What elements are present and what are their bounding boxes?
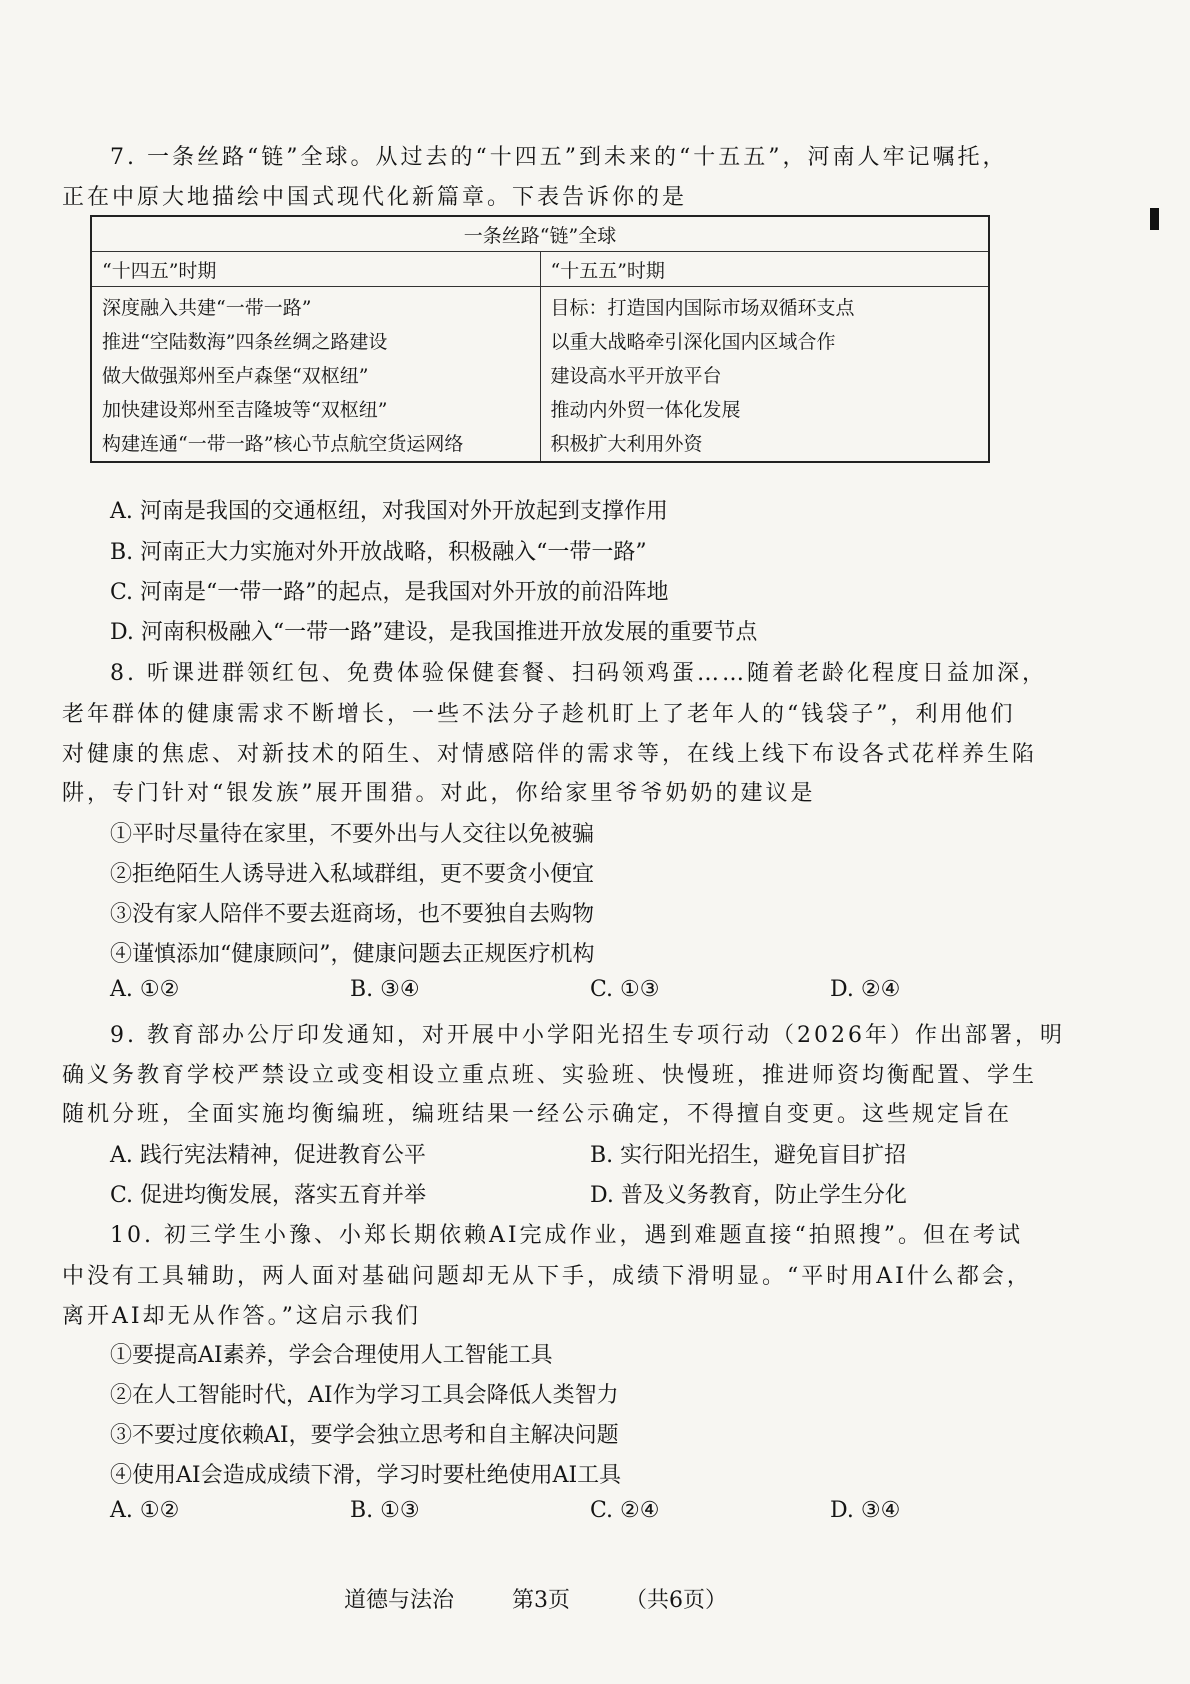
q8-item: ③没有家人陪伴不要去逛商场，也不要独自去购物: [110, 902, 595, 927]
table-cell: 目标：打造国内国际市场双循环支点: [550, 297, 855, 319]
q9-stem-line-3: 随机分班，全面实施均衡编班，编班结果一经公示确定，不得擅自变更。这些规定旨在: [62, 1102, 1013, 1127]
q8-option-a: A. ①②: [110, 977, 180, 1002]
footer-subject: 道德与法治: [344, 1588, 455, 1613]
q10-option-d: D. ③④: [830, 1498, 901, 1523]
footer-page-number: 第3页: [512, 1588, 570, 1613]
q8-item: ④谨慎添加“健康顾问”，健康问题去正规医疗机构: [110, 942, 595, 967]
table-cell: 积极扩大利用外资: [550, 433, 703, 455]
q9-option-a: A. 践行宪法精神，促进教育公平: [110, 1143, 426, 1168]
q8-option-b: B. ③④: [350, 977, 420, 1002]
table-col2: [540, 287, 989, 463]
table-cell: 以重大战略牵引深化国内区域合作: [550, 331, 836, 353]
q7-option-d: D. 河南积极融入“一带一路”建设，是我国推进开放发展的重要节点: [110, 620, 758, 645]
table-cell: 深度融入共建“一带一路”: [102, 297, 312, 319]
table-header-col1: “十四五”时期: [91, 252, 540, 287]
q7-stem-line-1: 7. 一条丝路“链”全球。从过去的“十四五”到未来的“十五五”，河南人牢记嘱托，: [110, 145, 1008, 170]
q7-table: [90, 215, 990, 463]
q8-option-c: C. ①③: [590, 977, 660, 1002]
q10-item: ③不要过度依赖AI，要学会独立思考和自主解决问题: [110, 1423, 619, 1448]
q10-item: ②在人工智能时代，AI作为学习工具会降低人类智力: [110, 1383, 619, 1408]
q7-option-a: A. 河南是我国的交通枢纽，对我国对外开放起到支撑作用: [110, 499, 668, 524]
table-title: 一条丝路“链”全球: [91, 216, 989, 252]
q10-option-b: B. ①③: [350, 1498, 420, 1523]
q9-stem-line-2: 确义务教育学校严禁设立或变相设立重点班、实验班、快慢班，推进师资均衡配置、学生: [62, 1063, 1038, 1088]
table-header-col2: “十五五”时期: [540, 252, 989, 287]
q10-option-c: C. ②④: [590, 1498, 660, 1523]
q10-item: ①要提高AI素养，学会合理使用人工智能工具: [110, 1343, 553, 1368]
q8-stem-line-2: 老年群体的健康需求不断增长，一些不法分子趁机盯上了老年人的“钱袋子”，利用他们: [62, 702, 1016, 727]
q10-stem-line-1: 10. 初三学生小豫、小郑长期依赖AI完成作业，遇到难题直接“拍照搜”。但在考试: [110, 1223, 1024, 1248]
q9-stem-line-1: 9. 教育部办公厅印发通知，对开展中小学阳光招生专项行动（2026年）作出部署，明: [110, 1023, 1065, 1048]
table-cell: 做大做强郑州至卢森堡“双枢纽”: [102, 365, 369, 387]
table-cell: 加快建设郑州至吉隆坡等“双枢纽”: [102, 399, 388, 421]
table-col1: [91, 287, 540, 463]
q8-stem-line-1: 8. 听课进群领红包、免费体验保健套餐、扫码领鸡蛋……随着老龄化程度日益加深，: [110, 661, 1047, 686]
q7-option-c: C. 河南是“一带一路”的起点，是我国对外开放的前沿阵地: [110, 580, 669, 605]
q10-stem-line-3: 离开AI却无从作答。”这启示我们: [62, 1304, 421, 1329]
table-cell: 建设高水平开放平台: [550, 365, 722, 387]
q10-item: ④使用AI会造成成绩下滑，学习时要杜绝使用AI工具: [110, 1463, 622, 1488]
margin-mark: [1150, 208, 1159, 230]
q8-option-d: D. ②④: [830, 977, 901, 1002]
q8-item: ②拒绝陌生人诱导进入私域群组，更不要贪小便宜: [110, 862, 595, 887]
q7-option-b: B. 河南正大力实施对外开放战略，积极融入“一带一路”: [110, 540, 647, 565]
q10-option-a: A. ①②: [110, 1498, 180, 1523]
q8-stem-line-3: 对健康的焦虑、对新技术的陌生、对情感陪伴的需求等，在线上线下布设各式花样养生陷: [62, 742, 1038, 767]
table-cell: 推进“空陆数海”四条丝绸之路建设: [102, 331, 388, 353]
q8-item: ①平时尽量待在家里，不要外出与人交往以免被骗: [110, 822, 595, 847]
q9-option-c: C. 促进均衡发展，落实五育并举: [110, 1183, 427, 1208]
q9-option-b: B. 实行阳光招生，避免盲目扩招: [590, 1143, 907, 1168]
footer-total-pages: （共6页）: [625, 1588, 727, 1613]
table-cell: 推动内外贸一体化发展: [550, 399, 741, 421]
table-cell: 构建连通“一带一路”核心节点航空货运网络: [102, 433, 464, 455]
q7-stem-line-2: 正在中原大地描绘中国式现代化新篇章。下表告诉你的是: [62, 185, 688, 210]
q9-option-d: D. 普及义务教育，防止学生分化: [590, 1183, 907, 1208]
q8-stem-line-4: 阱，专门针对“银发族”展开围猎。对此，你给家里爷爷奶奶的建议是: [62, 781, 816, 806]
q10-stem-line-2: 中没有工具辅助，两人面对基础问题却无从下手，成绩下滑明显。“平时用AI什么都会，: [62, 1264, 1032, 1289]
